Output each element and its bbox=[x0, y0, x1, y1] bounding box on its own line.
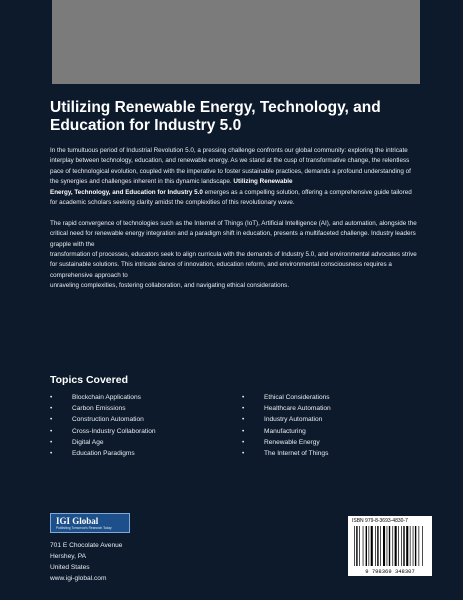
barcode-bar bbox=[419, 526, 420, 566]
barcode-bar bbox=[401, 526, 402, 566]
barcode-bar bbox=[363, 526, 364, 566]
address-street: 701 E Chocolate Avenue bbox=[50, 542, 123, 549]
topic-item: • Construction Automation bbox=[50, 414, 156, 425]
barcode-number: 9 798369 348307 bbox=[365, 568, 415, 574]
topic-item: • Manufacturing bbox=[242, 426, 331, 437]
barcode-bar bbox=[371, 526, 373, 566]
barcode-bar bbox=[377, 526, 378, 566]
barcode-bar bbox=[356, 526, 357, 566]
publisher-logo-tagline: Publishing Tomorrow's Research Today bbox=[56, 525, 112, 530]
isbn-barcode bbox=[348, 516, 432, 576]
topics-heading: Topics Covered bbox=[50, 374, 128, 386]
barcode-bar bbox=[410, 526, 411, 566]
book-title-line-1: Utilizing Renewable Energy, Technology, and bbox=[50, 99, 381, 116]
topic-item: • Cross-Industry Collaboration bbox=[50, 426, 156, 437]
isbn-label: ISBN 979-8-3693-4830-7 bbox=[352, 518, 408, 524]
barcode-bar bbox=[415, 526, 416, 566]
address-country: United States bbox=[50, 564, 90, 571]
topic-item: • Ethical Considerations bbox=[242, 392, 331, 403]
paragraph-2-line-1: The rapid convergence of technologies such as the Internet of Things (IoT), Artificial Intelligence (AI), and automation, alongside the critical need for renewable energy integration and a paradigm shift in education, presents a multifaceted challenge. Industry leaders grapple with the bbox=[50, 219, 417, 248]
barcode-bar bbox=[398, 526, 399, 566]
topic-item: • Education Paradigms bbox=[50, 448, 156, 459]
barcode-bar bbox=[383, 526, 385, 566]
paragraph-1-text: In the tumultuous period of Industrial Revolution 5.0, a pressing challenge confronts our global community: exploring the intricate interplay between technology, education, and renewable energy. As we stand at the cusp of transformative change, the relentless pace of technological evolution, coupled with the imperative to foster sustainable practices, demands a profound understanding of the synergies and challenges inherent in this dynamic landscape. bbox=[50, 147, 411, 186]
topic-item: • Industry Automation bbox=[242, 414, 331, 425]
barcode-graphic bbox=[352, 526, 428, 574]
description-paragraph-2 bbox=[50, 219, 418, 292]
barcode-bar bbox=[413, 526, 414, 566]
topics-list-left bbox=[50, 392, 156, 459]
address-city: Hershey, PA bbox=[50, 553, 87, 560]
barcode-bar bbox=[366, 526, 367, 566]
barcode-bar bbox=[380, 526, 381, 566]
barcode-bar bbox=[389, 526, 390, 566]
barcode-bar bbox=[387, 526, 388, 566]
barcode-bar bbox=[359, 526, 360, 566]
barcode-bar bbox=[354, 526, 355, 566]
publisher-website: www.igi-global.com bbox=[50, 575, 107, 582]
barcode-bar bbox=[406, 526, 408, 566]
paragraph-1-text-end: emerges as a compelling solution, offering a comprehensive guide tailored for academic scholars seeking clarity amidst the complexities of this revolutionary wave. bbox=[50, 188, 412, 207]
publisher-logo-name: IGI Global bbox=[56, 515, 99, 526]
topic-item: • Blockchain Applications bbox=[50, 392, 156, 403]
book-title bbox=[50, 99, 410, 135]
book-description bbox=[50, 146, 418, 302]
description-paragraph-1 bbox=[50, 146, 418, 208]
paragraph-2-line-2: transformation of processes, educators seek to align curricula with the demands of Industry 5.0, and environmental advocates strive for sustainable solutions. This intricate dance of innovation, education reform, and environmental consciousness requires a comprehensive approach to bbox=[50, 251, 417, 279]
publisher-address bbox=[50, 540, 122, 584]
book-title-line-2: Education for Industry 5.0 bbox=[50, 117, 242, 134]
publisher-logo bbox=[50, 513, 130, 533]
cover-image-placeholder bbox=[52, 0, 420, 84]
barcode-bar bbox=[422, 526, 423, 566]
topic-item: • Digital Age bbox=[50, 437, 156, 448]
barcode-bar bbox=[392, 526, 393, 566]
topics-list-right bbox=[242, 392, 331, 459]
barcode-bar bbox=[375, 526, 376, 566]
barcode-bar bbox=[395, 526, 397, 566]
barcode-bar bbox=[403, 526, 404, 566]
topic-item: • Healthcare Automation bbox=[242, 403, 331, 414]
paragraph-1-bold-title-2: Energy, Technology, and Education for Industry 5.0 bbox=[50, 188, 203, 196]
paragraph-1-bold-title-1: Utilizing Renewable bbox=[233, 178, 293, 186]
topic-item: • Carbon Emissions bbox=[50, 403, 156, 414]
paragraph-2-line-3: unraveling complexities, fostering collaboration, and navigating ethical considerations. bbox=[50, 282, 290, 290]
barcode-bar bbox=[369, 526, 370, 566]
topic-item: • Renewable Energy bbox=[242, 437, 331, 448]
topic-item: • The Internet of Things bbox=[242, 448, 331, 459]
